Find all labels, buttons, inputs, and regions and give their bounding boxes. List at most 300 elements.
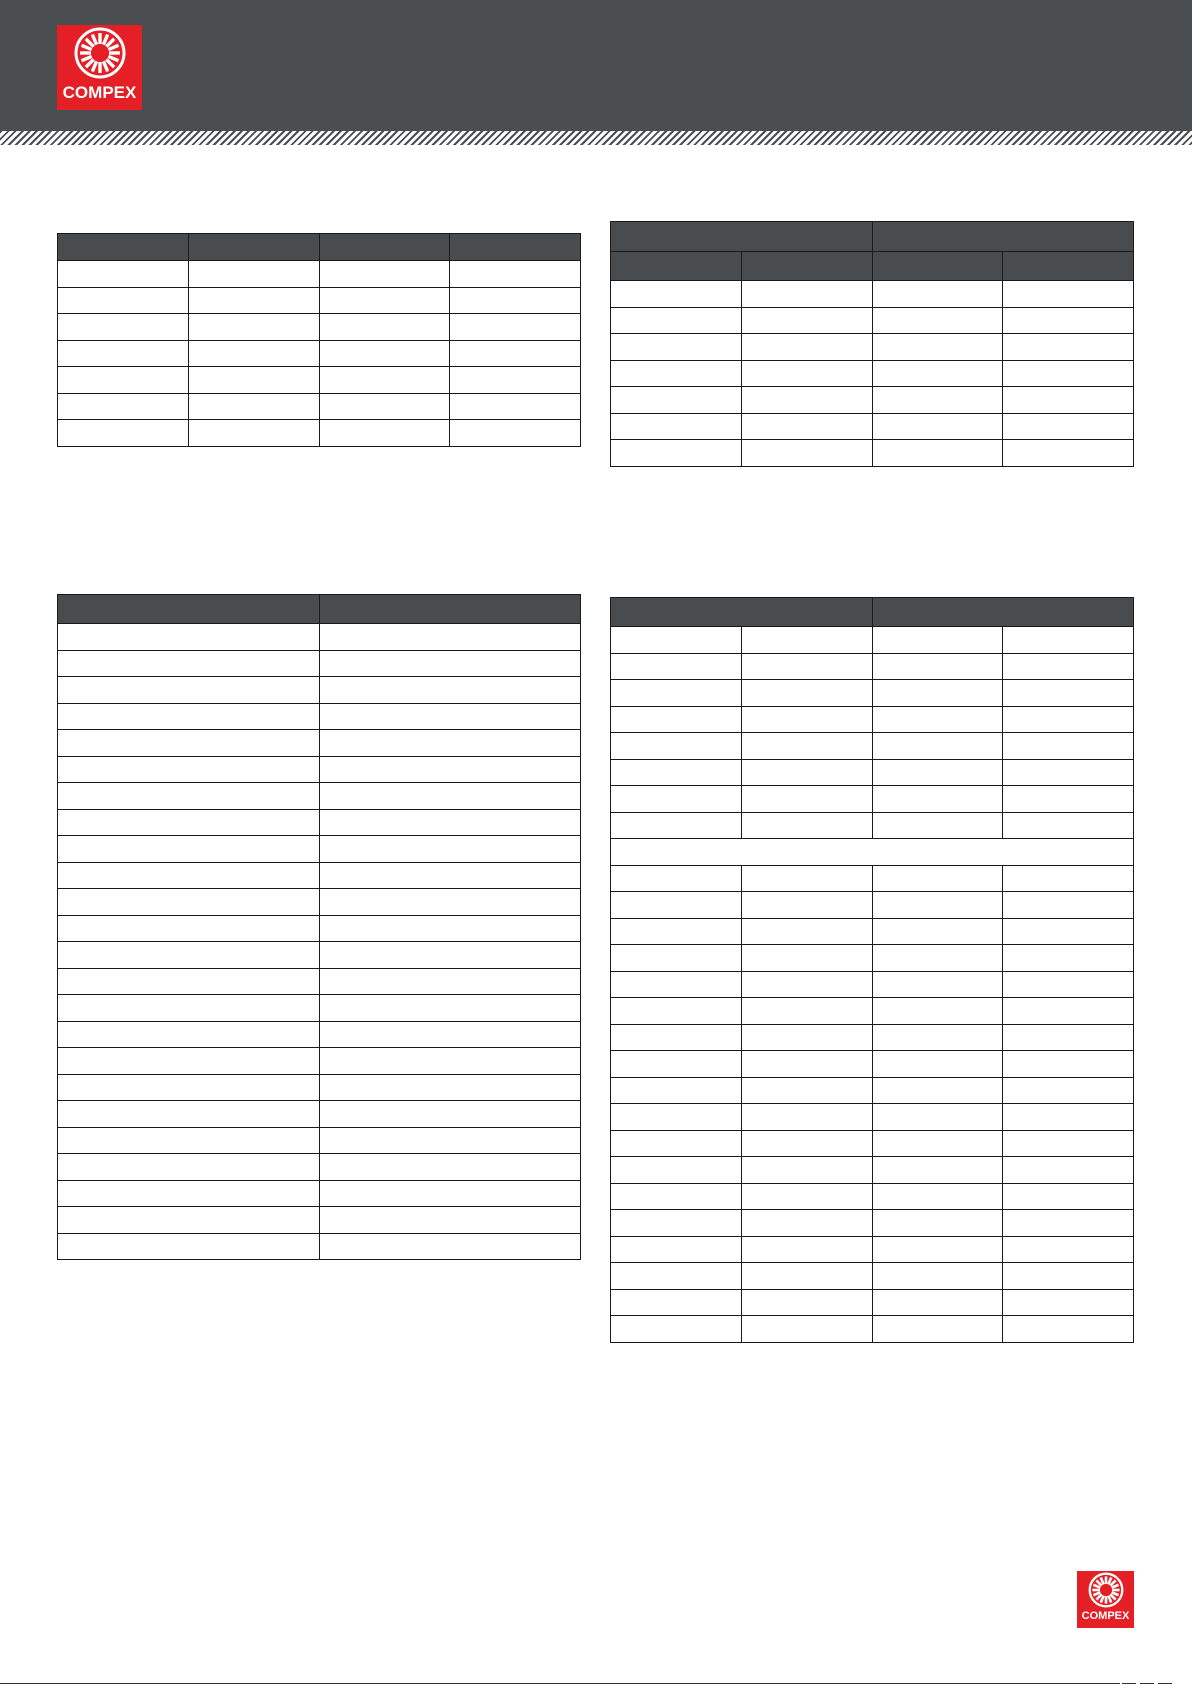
- table-cell: [1003, 387, 1134, 414]
- table-section-row: [611, 839, 1134, 866]
- table-cell: [741, 1263, 872, 1290]
- table-cell: [58, 624, 320, 651]
- table-cell: [611, 360, 742, 387]
- table-cell: [450, 340, 581, 367]
- table-cell: [741, 1077, 872, 1104]
- table-cell: [872, 653, 1003, 680]
- table-cell: [611, 706, 742, 733]
- table-cell: [58, 340, 189, 367]
- table-row: [611, 1236, 1134, 1263]
- table-cell: [58, 889, 320, 916]
- table-cell: [611, 1157, 742, 1184]
- table-cell: [872, 680, 1003, 707]
- table-cell: [872, 1316, 1003, 1343]
- table-cell: [872, 706, 1003, 733]
- table-cell: [872, 733, 1003, 760]
- table-cell: [58, 995, 320, 1022]
- table-cell: [1003, 1130, 1134, 1157]
- table-cell: [872, 1077, 1003, 1104]
- table-cell: [741, 1210, 872, 1237]
- table-cell: [611, 1077, 742, 1104]
- table-cell: [611, 1104, 742, 1131]
- table-cell: [872, 1051, 1003, 1078]
- table-cell: [611, 945, 742, 972]
- table-cell: [1003, 1263, 1134, 1290]
- table-row: [58, 862, 581, 889]
- table-cell: [1003, 1210, 1134, 1237]
- table-row: [611, 334, 1134, 361]
- table-cell: [872, 1210, 1003, 1237]
- table-row: [611, 627, 1134, 654]
- table-row: [58, 1154, 581, 1181]
- table-cell: [1003, 334, 1134, 361]
- table-cell: [741, 812, 872, 839]
- table-cell: [872, 812, 1003, 839]
- table-cell: [872, 1157, 1003, 1184]
- table-cell: [58, 915, 320, 942]
- table-row: [58, 968, 581, 995]
- spec-table-4: [610, 597, 1134, 1343]
- table-cell: [741, 1130, 872, 1157]
- table-cell: [1003, 733, 1134, 760]
- table-row: [58, 1127, 581, 1154]
- table-cell: [58, 1127, 320, 1154]
- table-header-row: [58, 234, 581, 261]
- table-cell: [872, 1236, 1003, 1263]
- table-cell: [741, 786, 872, 813]
- table-cell: [611, 733, 742, 760]
- table-cell: [319, 756, 581, 783]
- table-row: [611, 680, 1134, 707]
- table-cell: [872, 598, 1134, 627]
- table-cell: [741, 918, 872, 945]
- table-cell: [58, 809, 320, 836]
- table-row: [611, 786, 1134, 813]
- table-cell: [1003, 680, 1134, 707]
- table-cell: [741, 1183, 872, 1210]
- table-cell: [872, 1130, 1003, 1157]
- table-cell: [1003, 360, 1134, 387]
- table-cell: [1003, 865, 1134, 892]
- table-cell: [1003, 1024, 1134, 1051]
- table-cell: [1003, 1236, 1134, 1263]
- table-cell: [872, 1104, 1003, 1131]
- table-row: [611, 1077, 1134, 1104]
- table-row: [58, 287, 581, 314]
- table-row: [58, 314, 581, 341]
- table-row: [58, 677, 581, 704]
- table-cell: [58, 968, 320, 995]
- table-cell: [741, 440, 872, 467]
- table-cell: [319, 1180, 581, 1207]
- table-row: [58, 756, 581, 783]
- table-row: [58, 1180, 581, 1207]
- table-cell: [872, 387, 1003, 414]
- table-cell: [741, 1316, 872, 1343]
- table-cell: [58, 1074, 320, 1101]
- table-cell: [319, 730, 581, 757]
- table-cell: [611, 680, 742, 707]
- table-row: [58, 730, 581, 757]
- table-row: [611, 413, 1134, 440]
- table-cell: [1003, 786, 1134, 813]
- table-cell: [1003, 281, 1134, 308]
- table-row: [611, 1051, 1134, 1078]
- table-cell: [1003, 1104, 1134, 1131]
- table-cell: [58, 234, 189, 261]
- table-cell: [58, 393, 189, 420]
- table-row: [58, 261, 581, 288]
- table-cell: [188, 393, 319, 420]
- table-row: [611, 998, 1134, 1025]
- table-row: [58, 1074, 581, 1101]
- table-cell: [872, 627, 1003, 654]
- table-cell: [319, 340, 450, 367]
- table-row: [58, 1207, 581, 1234]
- table-row: [58, 650, 581, 677]
- table-cell: [872, 307, 1003, 334]
- table-cell: [872, 786, 1003, 813]
- table-cell: [611, 1130, 742, 1157]
- table-header-row: [611, 252, 1134, 281]
- table-cell: [611, 1051, 742, 1078]
- table-row: [611, 360, 1134, 387]
- table-row: [611, 892, 1134, 919]
- footer-tick: [1122, 1683, 1136, 1684]
- table-cell: [58, 1207, 320, 1234]
- table-cell: [450, 261, 581, 288]
- table-cell: [611, 1210, 742, 1237]
- table-cell: [188, 287, 319, 314]
- table-cell: [319, 862, 581, 889]
- table-cell: [741, 653, 872, 680]
- table-cell: [1003, 1316, 1134, 1343]
- table-row: [611, 307, 1134, 334]
- table-cell: [319, 650, 581, 677]
- table-cell: [872, 759, 1003, 786]
- table-cell: [188, 234, 319, 261]
- table-cell: [450, 420, 581, 447]
- table-row: [611, 1316, 1134, 1343]
- page-header: [0, 0, 1192, 131]
- table-cell: [741, 387, 872, 414]
- table-cell: [319, 995, 581, 1022]
- table-cell: [1003, 627, 1134, 654]
- table-row: [611, 387, 1134, 414]
- table-cell: [58, 730, 320, 757]
- table-cell: [58, 1154, 320, 1181]
- table-cell: [611, 440, 742, 467]
- table-cell: [188, 420, 319, 447]
- table-cell: [741, 413, 872, 440]
- table-cell: [1003, 812, 1134, 839]
- table-cell: [1003, 252, 1134, 281]
- table-cell: [872, 892, 1003, 919]
- table-row: [58, 340, 581, 367]
- table-row: [611, 759, 1134, 786]
- spec-table-2: [610, 221, 1134, 467]
- table-cell: [872, 1263, 1003, 1290]
- table-cell: [1003, 759, 1134, 786]
- table-row: [58, 367, 581, 394]
- table-cell: [1003, 307, 1134, 334]
- table-cell: [741, 627, 872, 654]
- table-cell: [1003, 971, 1134, 998]
- table-cell: [872, 918, 1003, 945]
- footer-rule: [0, 1683, 1120, 1684]
- table-cell: [1003, 1183, 1134, 1210]
- table-cell: [611, 334, 742, 361]
- table-cell: [58, 836, 320, 863]
- table-cell: [741, 1236, 872, 1263]
- table-row: [58, 1021, 581, 1048]
- table-cell: [741, 1104, 872, 1131]
- table-cell: [188, 340, 319, 367]
- table-row: [58, 889, 581, 916]
- table-cell: [872, 281, 1003, 308]
- table-cell: [611, 865, 742, 892]
- table-cell: [611, 307, 742, 334]
- table-cell: [319, 915, 581, 942]
- table-cell: [58, 1101, 320, 1128]
- table-row: [611, 1183, 1134, 1210]
- table-cell: [741, 733, 872, 760]
- table-cell: [58, 420, 189, 447]
- table-cell: [611, 281, 742, 308]
- table-cell: [741, 998, 872, 1025]
- table-cell: [1003, 998, 1134, 1025]
- table-row: [58, 1233, 581, 1260]
- table-cell: [58, 287, 189, 314]
- table-cell: [58, 703, 320, 730]
- table-cell: [319, 968, 581, 995]
- table-cell: [188, 367, 319, 394]
- table-cell: [188, 314, 319, 341]
- table-row: [611, 706, 1134, 733]
- sunburst-icon: [72, 25, 128, 81]
- table-cell: [319, 1074, 581, 1101]
- table-row: [58, 703, 581, 730]
- table-row: [58, 783, 581, 810]
- table-cell: [1003, 413, 1134, 440]
- table-cell: [319, 420, 450, 447]
- table-cell: [611, 413, 742, 440]
- table-cell: [319, 314, 450, 341]
- table-cell: [319, 677, 581, 704]
- table-cell: [741, 281, 872, 308]
- table-header-row: [58, 595, 581, 624]
- table-cell: [872, 360, 1003, 387]
- table-row: [611, 440, 1134, 467]
- table-cell: [611, 653, 742, 680]
- table-cell: [58, 677, 320, 704]
- logo-wordmark: COMPEX: [1081, 1610, 1130, 1622]
- table-cell: [611, 1289, 742, 1316]
- table-cell: [319, 1127, 581, 1154]
- table-cell: [319, 595, 581, 624]
- table-cell: [319, 809, 581, 836]
- table-cell: [611, 252, 742, 281]
- table-cell: [1003, 1077, 1134, 1104]
- table-cell: [741, 307, 872, 334]
- table-cell: [319, 287, 450, 314]
- table-cell: [319, 367, 450, 394]
- table-cell: [319, 783, 581, 810]
- table-cell: [611, 222, 873, 252]
- table-cell: [58, 1180, 320, 1207]
- table-cell: [1003, 1157, 1134, 1184]
- table-cell: [741, 1051, 872, 1078]
- table-cell: [872, 998, 1003, 1025]
- table-cell: [741, 680, 872, 707]
- table-cell: [741, 1024, 872, 1051]
- table-cell: [741, 945, 872, 972]
- table-row: [611, 1104, 1134, 1131]
- table-cell: [1003, 440, 1134, 467]
- table-cell: [872, 945, 1003, 972]
- table-row: [611, 1024, 1134, 1051]
- table-row: [58, 809, 581, 836]
- table-cell: [450, 234, 581, 261]
- table-row: [611, 971, 1134, 998]
- table-cell: [319, 889, 581, 916]
- table-cell: [872, 865, 1003, 892]
- table-cell: [58, 367, 189, 394]
- table-cell: [872, 1289, 1003, 1316]
- table-group-header-row: [611, 598, 1134, 627]
- table-cell: [611, 892, 742, 919]
- table-cell: [611, 627, 742, 654]
- table-row: [58, 1101, 581, 1128]
- table-cell: [741, 892, 872, 919]
- table-cell: [741, 971, 872, 998]
- table-cell: [741, 759, 872, 786]
- table-cell: [611, 1263, 742, 1290]
- table-cell: [1003, 1051, 1134, 1078]
- spec-table-3: [57, 594, 581, 1260]
- table-cell: [58, 1233, 320, 1260]
- sunburst-icon: [1087, 1571, 1125, 1609]
- table-row: [58, 393, 581, 420]
- table-cell: [741, 360, 872, 387]
- compex-footer-logo: [1077, 1571, 1134, 1628]
- table-cell: [611, 1316, 742, 1343]
- table-group-header-row: [611, 222, 1134, 252]
- table-cell: [58, 756, 320, 783]
- table-cell: [741, 334, 872, 361]
- table-cell: [319, 1048, 581, 1075]
- table-cell: [319, 1101, 581, 1128]
- table-cell: [611, 1183, 742, 1210]
- table-cell: [450, 287, 581, 314]
- table-cell: [188, 261, 319, 288]
- table-cell: [741, 1289, 872, 1316]
- table-row: [58, 836, 581, 863]
- table-cell: [611, 598, 873, 627]
- table-row: [611, 918, 1134, 945]
- table-row: [611, 653, 1134, 680]
- table-cell: [611, 812, 742, 839]
- table-row: [58, 942, 581, 969]
- table-cell: [58, 314, 189, 341]
- table-cell: [319, 942, 581, 969]
- table-cell: [611, 1236, 742, 1263]
- table-cell: [741, 865, 872, 892]
- table-cell: [319, 1207, 581, 1234]
- footer-tick: [1158, 1683, 1172, 1684]
- table-cell: [741, 706, 872, 733]
- table-row: [611, 1157, 1134, 1184]
- table-cell: [319, 1233, 581, 1260]
- table-cell: [58, 783, 320, 810]
- table-row: [611, 812, 1134, 839]
- table-row: [611, 945, 1134, 972]
- table-cell: [872, 440, 1003, 467]
- table-cell: [611, 918, 742, 945]
- table-cell: [450, 367, 581, 394]
- table-cell: [58, 595, 320, 624]
- footer-tick: [1140, 1683, 1154, 1684]
- table-cell: [58, 1048, 320, 1075]
- table-cell: [319, 703, 581, 730]
- table-cell: [611, 998, 742, 1025]
- logo-wordmark: COMPEX: [62, 83, 137, 102]
- table-row: [58, 915, 581, 942]
- table-cell: [58, 942, 320, 969]
- table-cell: [1003, 918, 1134, 945]
- table-cell: [319, 393, 450, 420]
- table-cell: [611, 759, 742, 786]
- table-cell: [872, 1024, 1003, 1051]
- table-cell: [872, 222, 1134, 252]
- table-cell: [319, 261, 450, 288]
- table-cell: [872, 252, 1003, 281]
- table-cell: [872, 1183, 1003, 1210]
- table-cell: [319, 836, 581, 863]
- table-cell: [1003, 892, 1134, 919]
- table-cell: [872, 334, 1003, 361]
- table-row: [611, 281, 1134, 308]
- table-cell: [611, 971, 742, 998]
- table-cell: [1003, 1289, 1134, 1316]
- spec-table-1: [57, 233, 581, 447]
- table-cell: [872, 971, 1003, 998]
- table-cell: [319, 1154, 581, 1181]
- table-cell: [319, 1021, 581, 1048]
- table-row: [58, 995, 581, 1022]
- table-cell: [611, 387, 742, 414]
- table-row: [58, 420, 581, 447]
- table-row: [611, 1130, 1134, 1157]
- table-row: [611, 1289, 1134, 1316]
- table-cell: [58, 1021, 320, 1048]
- table-row: [611, 1263, 1134, 1290]
- compex-logo: [57, 25, 142, 110]
- table-cell: [319, 624, 581, 651]
- table-cell: [611, 839, 1134, 866]
- table-cell: [741, 252, 872, 281]
- table-cell: [611, 1024, 742, 1051]
- table-row: [58, 624, 581, 651]
- table-cell: [319, 234, 450, 261]
- table-cell: [58, 261, 189, 288]
- table-row: [611, 733, 1134, 760]
- table-cell: [58, 650, 320, 677]
- header-hatch-border: [0, 131, 1192, 145]
- table-cell: [450, 314, 581, 341]
- table-cell: [1003, 653, 1134, 680]
- table-cell: [1003, 945, 1134, 972]
